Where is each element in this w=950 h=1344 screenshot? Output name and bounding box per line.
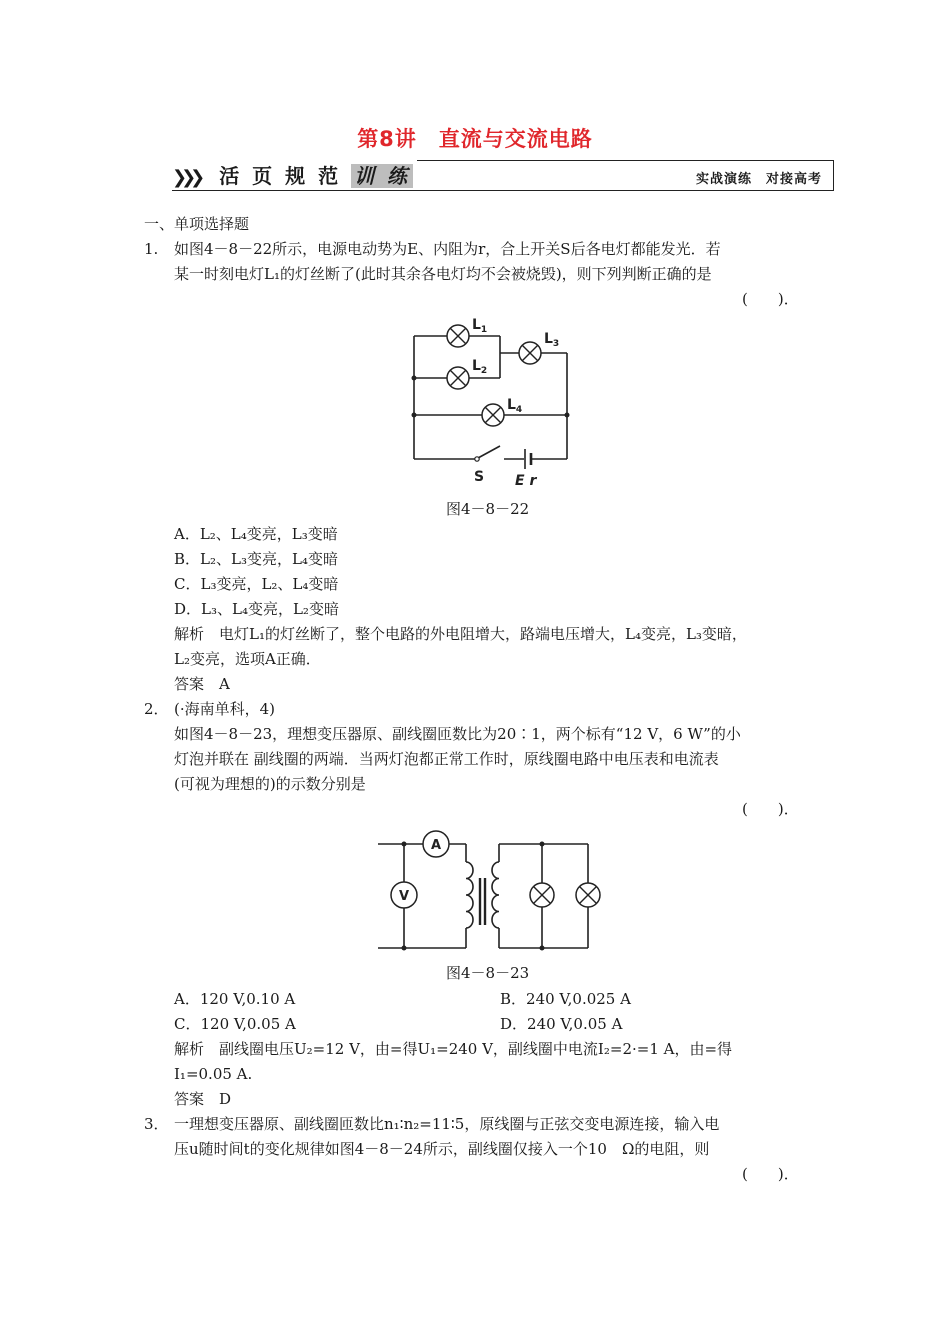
page-title: 第8讲 直流与交流电路 <box>357 127 593 151</box>
q1-answer-bracket: ( )． <box>742 290 799 308</box>
q2-analysis-line1: 解析 副线圈电压U₂=12 V，由=得U₁=240 V，副线圈中电流I₂=2·=1 A，由=得 <box>174 1040 733 1058</box>
svg-text:S: S <box>474 469 485 485</box>
transformer-diagram-4-8-23 <box>370 822 610 957</box>
svg-text:L4: $L_4$ <box>507 397 523 415</box>
q1-number: 1. <box>144 240 159 258</box>
banner-right-text: 实战演练 对接高考 <box>695 172 822 187</box>
q1-stem-line2: 某一时刻电灯L₁的灯丝断了(此时其余各电灯均不会被烧毁)，则下列判断正确的是 <box>174 265 712 283</box>
svg-text:L2: $L_2$ <box>472 358 488 376</box>
q3-stem-line2: 压u随时间t的变化规律如图4－8－24所示，副线圈仅接入一个10 Ω的电阻，则 <box>174 1140 710 1158</box>
q1-stem-line1: 如图4－8－22所示，电源电动势为E、内阻为r，合上开关S后各电灯都能发光．若 <box>174 240 721 258</box>
q1-option-b: B．L₂、L₃变亮，L₄变暗 <box>174 550 338 568</box>
banner-highlight: 训 练 <box>351 164 413 188</box>
q2-stem-line2: 灯泡并联在 副线圈的两端．当两灯泡都正常工作时，原线圈电路中电压表和电流表 <box>174 750 719 768</box>
q2-option-c: C．120 V,0.05 A <box>174 1015 296 1033</box>
q2-answer-bracket: ( )． <box>742 800 799 818</box>
banner-divider <box>172 190 834 191</box>
q2-stem-line1: 如图4－8－23，理想变压器原、副线圈匝数比为20∶1，两个标有“12 V，6 W”的小 <box>174 725 741 743</box>
q3-number: 3． <box>144 1115 169 1133</box>
q1-analysis-line2: L₂变亮，选项A正确． <box>174 650 321 668</box>
q2-stem-line3: (可视为理想的)的示数分别是 <box>174 775 366 793</box>
q1-answer: 答案 A <box>174 675 230 693</box>
q1-option-d: D．L₃、L₄变亮，L₂变暗 <box>174 600 339 618</box>
q3-stem-line1: 一理想变压器原、副线圈匝数比n₁∶n₂=11∶5，原线圈与正弦交变电源连接，输入电 <box>174 1115 720 1133</box>
q3-answer-bracket: ( )． <box>742 1165 799 1183</box>
q1-option-a: A．L₂、L₄变亮，L₃变暗 <box>174 525 338 543</box>
svg-text:A: A <box>430 838 442 853</box>
figure-caption-4-8-23: 图4－8－23 <box>446 964 530 982</box>
chevron-right-icon: ❯❯❯ <box>172 167 200 188</box>
svg-text:E r: E r <box>515 473 537 488</box>
q1-analysis-line1: 解析 电灯L₁的灯丝断了，整个电路的外电阻增大，路端电压增大，L₄变亮，L₃变暗， <box>174 625 747 643</box>
q2-answer: 答案 D <box>174 1090 232 1108</box>
svg-text:L1: $L_1$ <box>472 317 488 335</box>
q2-analysis-line2: I₁=0.05 A. <box>174 1065 253 1083</box>
section-heading: 一、单项选择题 <box>144 215 250 233</box>
q2-option-b: B．240 V,0.025 A <box>500 990 631 1008</box>
circuit-diagram-4-8-22 <box>400 308 580 488</box>
svg-text:V: V <box>398 889 410 904</box>
banner-left-text: 活 页 规 范 <box>219 164 342 188</box>
q1-option-c: C．L₃变亮，L₂、L₄变暗 <box>174 575 339 593</box>
q2-option-d: D．240 V,0.05 A <box>500 1015 623 1033</box>
q2-source: (·海南单科，4) <box>174 700 276 718</box>
section-banner <box>172 160 834 192</box>
banner-left <box>172 160 413 189</box>
figure-caption-4-8-22: 图4－8－22 <box>446 500 530 518</box>
svg-text:L3: $L_3$ <box>544 331 560 349</box>
q2-number: 2． <box>144 700 169 718</box>
q2-option-a: A．120 V,0.10 A <box>174 990 296 1008</box>
